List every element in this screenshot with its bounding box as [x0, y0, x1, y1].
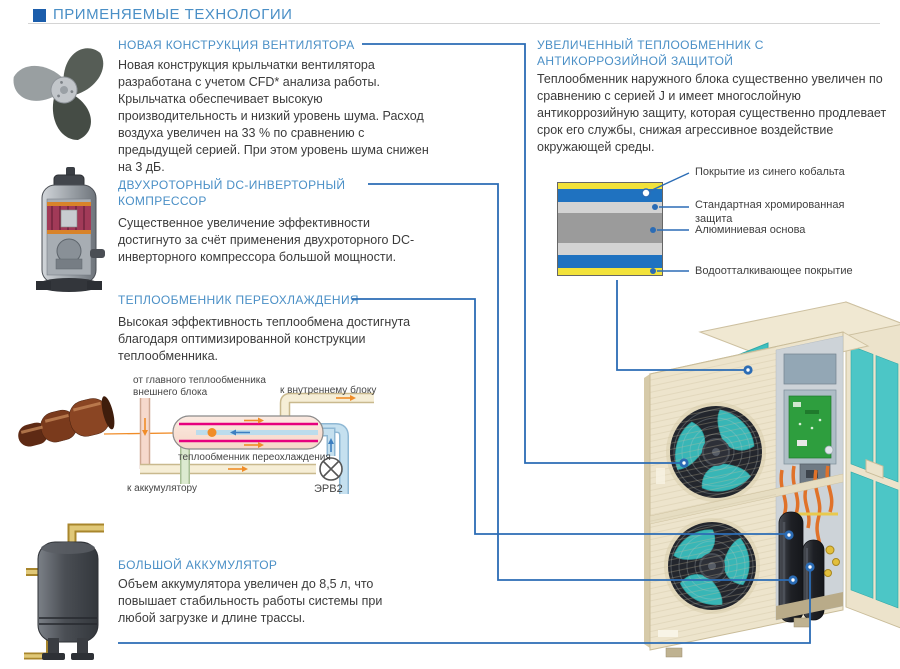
layer-label-cobalt: Покрытие из синего кобальта — [695, 166, 845, 178]
section-title-fan: НОВАЯ КОНСТРУКЦИЯ ВЕНТИЛЯТОРА — [118, 38, 355, 52]
section-body-fan: Новая конструкция крыльчатки вентилятора разработана с учетом CFD* анализа работы. Крыльчатка обеспечивает высокую производительность и низкий уровень шума. Расход воздуха увеличен на 33 % по сравнению с предыдущей серией. При этом уровень шума снижен на 3 дБ. — [118, 58, 429, 174]
layer-chrome-top — [558, 202, 662, 213]
copper-pipe-image — [13, 394, 117, 453]
front-unit — [644, 332, 868, 657]
accumulator-tank-image — [20, 520, 115, 665]
layer-cobalt-blue-bottom — [558, 255, 662, 268]
layer-chrome-bottom — [558, 243, 662, 255]
section-body-heat-exchanger: Теплообменник наружного блока существенно увеличен по сравнению с серией J и имеет многослойную антикоррозийную защиту, которая существенно продлевает срок его службы, снижая агрессивное воздействие окружающей среды. — [537, 72, 887, 154]
layer-cobalt-blue-top — [558, 189, 662, 202]
heat-exchanger-grille — [851, 346, 873, 472]
layer-aluminum-core — [558, 213, 662, 243]
layer-label-aluminum: Алюминиевая основа — [695, 224, 806, 236]
title-divider — [28, 23, 880, 24]
section-title-subcooler: ТЕПЛООБМЕННИК ПЕРЕОХЛАЖДЕНИЯ — [118, 293, 359, 307]
diagram-label-valve: ЭРВ2 — [314, 483, 343, 495]
diagram-label-subcool-hx: теплообменник переохлаждения — [178, 452, 331, 463]
title-square-icon — [33, 9, 46, 22]
fan-propeller-image — [12, 40, 114, 140]
section-body-accumulator: Объем аккумулятора увеличен до 8,5 л, что повышает стабильность работы системы при любой загрузке и длине трассы. — [118, 577, 383, 625]
section-body-compressor: Существенное увеличение эффективности достигнуто за счёт применения двухроторного DC-инверторного компрессора большой мощности. — [118, 216, 415, 264]
section-title-accumulator: БОЛЬШОЙ АККУМУЛЯТОР — [118, 558, 278, 572]
section-title-heat-exchanger: УВЕЛИЧЕННЫЙ ТЕПЛООБМЕННИК С АНТИКОРРОЗИЙНОЙ ЗАЩИТОЙ — [537, 38, 764, 68]
layer-label-chrome: Стандартная хромированная защита — [695, 199, 845, 225]
outdoor-unit-illustration — [630, 300, 900, 669]
layer-water-repellent-bottom — [558, 268, 662, 275]
coating-layers-diagram — [557, 182, 663, 276]
diagram-label-from-main-hx: от главного теплообменника внешнего блока — [133, 375, 266, 398]
diagram-label-to-indoor: к внутреннему блоку — [280, 385, 377, 396]
section-body-subcooler: Высокая эффективность теплообмена достигнута благодаря оптимизированной конструкции теплообменника. — [118, 315, 411, 363]
section-title-compressor: ДВУХРОТОРНЫЙ DC-ИНВЕРТОРНЫЙ КОМПРЕССОР — [118, 178, 346, 208]
layer-label-water-repellent: Водоотталкивающее покрытие — [695, 265, 853, 277]
compressor-cutaway-image — [30, 165, 108, 295]
subcool-hot-point — [208, 428, 217, 437]
diagram-label-to-accumulator: к аккумулятору — [127, 483, 197, 494]
page-title: ПРИМЕНЯЕМЫЕ ТЕХНОЛОГИИ — [53, 6, 293, 23]
